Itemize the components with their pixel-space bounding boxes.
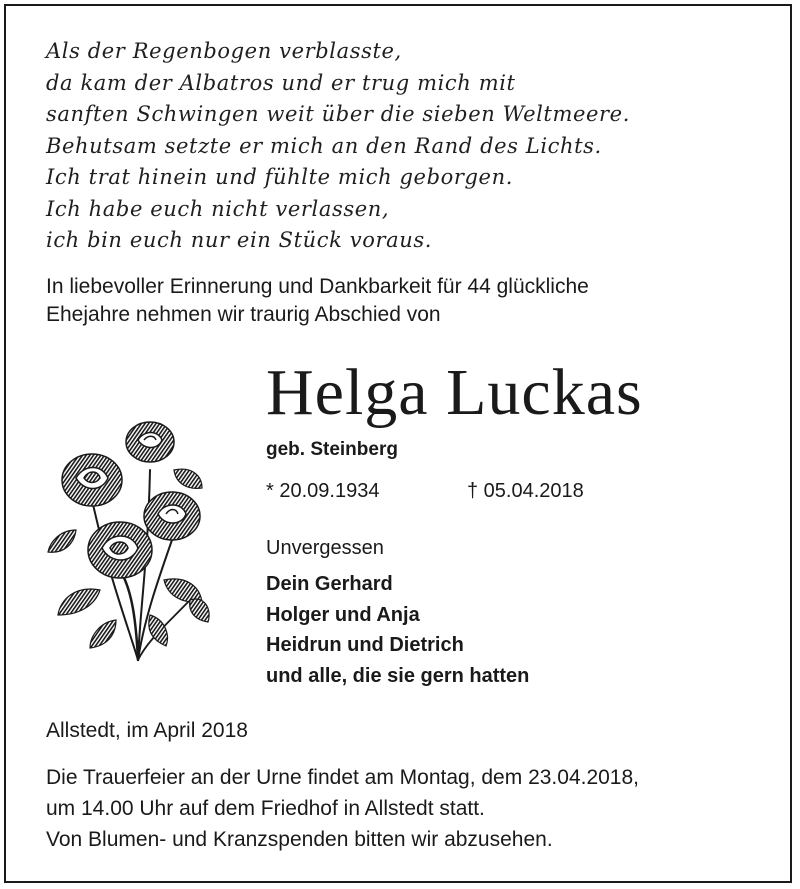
intro-text xyxy=(46,273,589,329)
funeral-line: Von Blumen- und Kranzspenden bitten wir abzusehen. xyxy=(46,828,553,851)
poem-line: Ich habe euch nicht verlassen, xyxy=(46,196,390,221)
maiden-name: geb. Steinberg xyxy=(266,439,398,460)
mourners-heading: Unvergessen xyxy=(266,537,384,559)
poem-line: ich bin euch nur ein Stück voraus. xyxy=(46,228,433,252)
funeral-info xyxy=(46,762,639,855)
mourner-name: Holger und Anja xyxy=(266,603,420,626)
funeral-line: Die Trauerfeier an der Urne findet am Montag, dem 23.04.2018, xyxy=(46,766,640,789)
death-date: † 05.04.2018 xyxy=(467,480,584,502)
poem-line: Behutsam setzte er mich an den Rand des Lichts. xyxy=(46,133,602,158)
rose-bouquet-illustration xyxy=(40,410,212,665)
place-and-date: Allstedt, im April 2018 xyxy=(46,719,248,742)
intro-line: Ehejahre nehmen wir traurig Abschied von xyxy=(46,303,441,326)
deceased-name: Helga Luckas xyxy=(266,356,643,429)
poem-line: Als der Regenbogen verblasste, xyxy=(46,39,402,63)
poem-line: da kam der Albatros und er trug mich mit xyxy=(46,70,516,95)
poem-line: Ich trat hinein und fühlte mich geborgen. xyxy=(46,165,513,189)
intro-line: In liebevoller Erinnerung und Dankbarkeit für 44 glückliche xyxy=(46,275,589,298)
poem xyxy=(46,36,630,257)
mourner-name: Heidrun und Dietrich xyxy=(266,634,464,656)
funeral-line: um 14.00 Uhr auf dem Friedhof in Allstedt statt. xyxy=(46,797,485,820)
poem-line: sanften Schwingen weit über die sieben Weltmeere. xyxy=(46,102,630,126)
mourner-name: und alle, die sie gern hatten xyxy=(266,664,530,687)
mourners-list xyxy=(266,569,529,691)
mourner-name: Dein Gerhard xyxy=(266,573,393,595)
birth-date: * 20.09.1934 xyxy=(266,480,380,502)
